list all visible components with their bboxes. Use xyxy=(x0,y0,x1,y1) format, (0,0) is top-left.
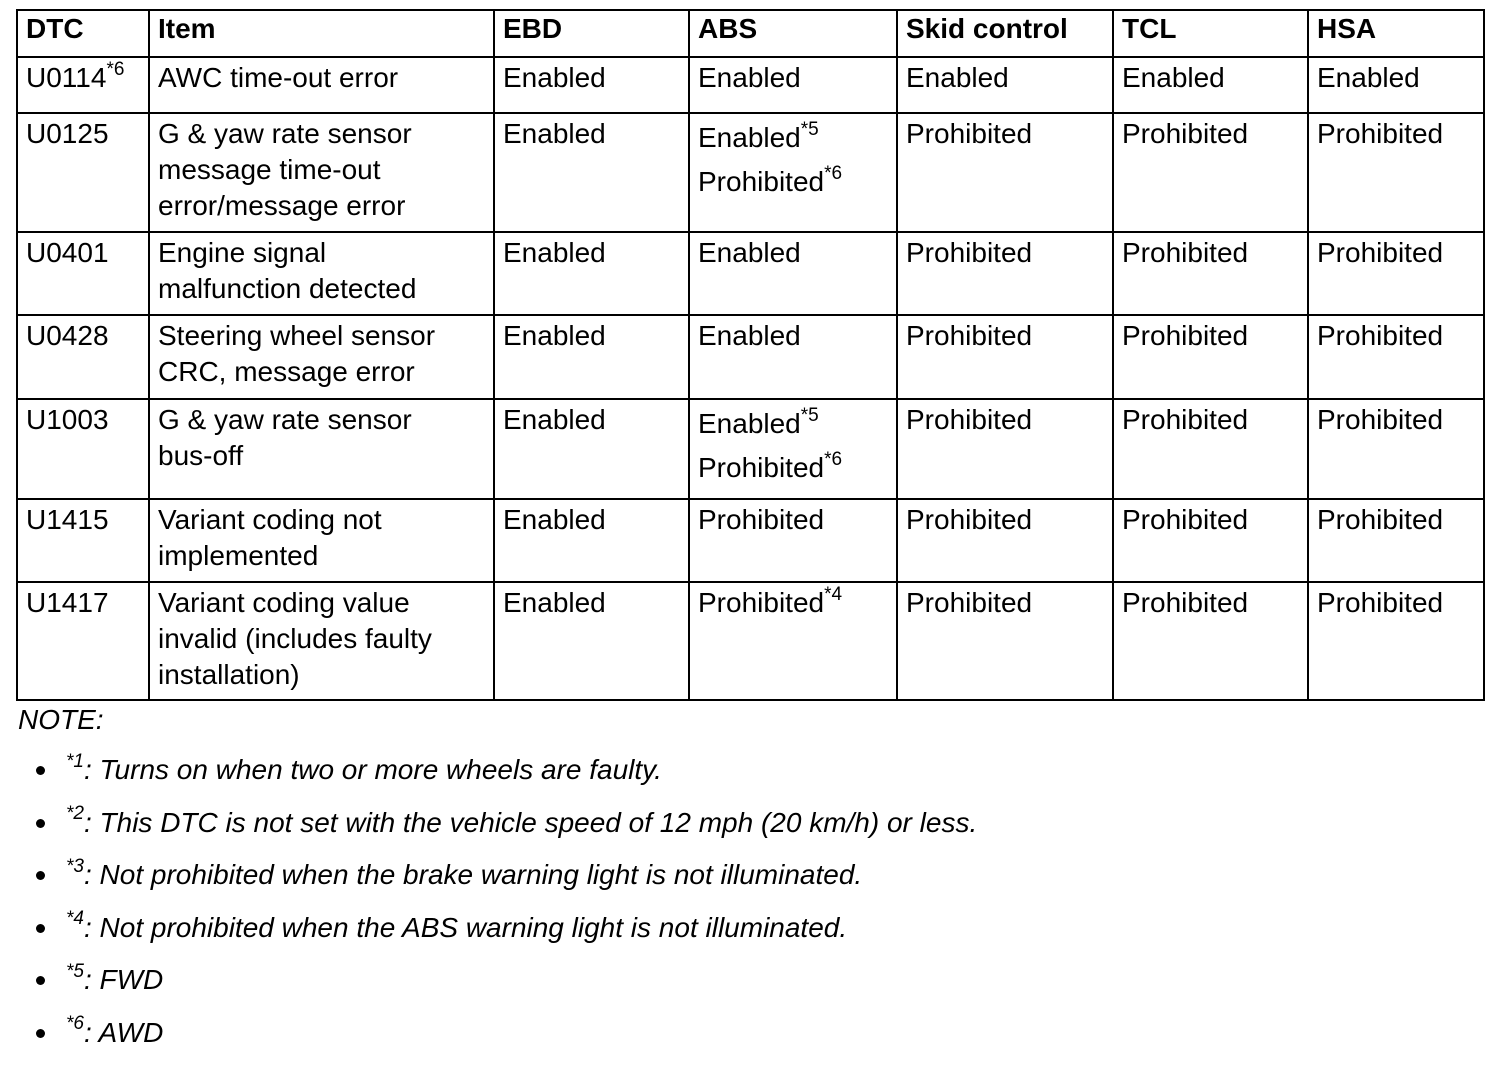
footnote-marker: *5 xyxy=(66,961,84,982)
cell-dtc xyxy=(17,315,149,399)
cell-hsa: Prohibited xyxy=(1308,113,1484,232)
cell-skid-control: Prohibited xyxy=(897,232,1113,315)
item-text-line: Engine signal xyxy=(158,235,487,271)
footnote-marker: *4 xyxy=(824,584,842,605)
item-text-line: G & yaw rate sensor xyxy=(158,402,487,438)
bullet-icon xyxy=(36,766,45,775)
dtc-code: U0401 xyxy=(26,237,109,268)
dtc-table xyxy=(16,9,1485,701)
bullet-icon xyxy=(36,976,45,985)
footnote-marker: *5 xyxy=(801,405,819,426)
item-text-line: error/message error xyxy=(158,188,487,224)
abs-status-line xyxy=(698,164,890,200)
cell-item xyxy=(149,499,494,582)
abs-status-line xyxy=(698,235,890,271)
abs-status-line xyxy=(698,318,890,354)
item-text-line: message time-out xyxy=(158,152,487,188)
abs-status: Prohibited xyxy=(698,452,824,483)
abs-status-line xyxy=(698,450,890,486)
cell-skid-control: Enabled xyxy=(897,57,1113,113)
note-item xyxy=(18,910,977,963)
cell-item xyxy=(149,57,494,113)
note-item xyxy=(18,805,977,858)
item-text-line: Variant coding not xyxy=(158,502,487,538)
cell-ebd: Enabled xyxy=(494,315,689,399)
table-row xyxy=(17,57,1484,113)
note-item xyxy=(18,752,977,805)
cell-tcl: Prohibited xyxy=(1113,499,1308,582)
footnote-marker: *4 xyxy=(66,908,84,929)
cell-hsa: Prohibited xyxy=(1308,499,1484,582)
note-text: : Not prohibited when the ABS warning light is not illuminated. xyxy=(84,912,847,943)
table-row xyxy=(17,582,1484,700)
cell-item xyxy=(149,399,494,499)
cell-tcl: Prohibited xyxy=(1113,113,1308,232)
header-item: Item xyxy=(149,10,494,57)
note-item xyxy=(18,857,977,910)
footnote-marker: *2 xyxy=(66,803,84,824)
abs-status-line xyxy=(698,120,890,156)
bullet-icon xyxy=(36,871,45,880)
cell-abs xyxy=(689,582,897,700)
cell-hsa: Prohibited xyxy=(1308,232,1484,315)
item-text-line: bus-off xyxy=(158,438,487,474)
cell-dtc xyxy=(17,57,149,113)
cell-dtc xyxy=(17,499,149,582)
note-title: NOTE: xyxy=(18,702,104,738)
cell-hsa: Prohibited xyxy=(1308,315,1484,399)
cell-hsa: Prohibited xyxy=(1308,582,1484,700)
header-abs: ABS xyxy=(689,10,897,57)
cell-tcl: Prohibited xyxy=(1113,582,1308,700)
abs-status: Prohibited xyxy=(698,587,824,618)
footnote-marker: *6 xyxy=(66,1013,84,1034)
footnote-marker: *5 xyxy=(801,119,819,140)
cell-item xyxy=(149,582,494,700)
abs-status: Enabled xyxy=(698,62,801,93)
table-body xyxy=(17,57,1484,700)
cell-ebd: Enabled xyxy=(494,582,689,700)
cell-abs xyxy=(689,315,897,399)
dtc-code: U1417 xyxy=(26,587,109,618)
footnote-marker: *6 xyxy=(824,449,842,470)
abs-status: Enabled xyxy=(698,122,801,153)
header-hsa: HSA xyxy=(1308,10,1484,57)
cell-item xyxy=(149,315,494,399)
cell-dtc xyxy=(17,232,149,315)
table-row xyxy=(17,315,1484,399)
cell-ebd: Enabled xyxy=(494,113,689,232)
cell-abs xyxy=(689,232,897,315)
cell-tcl: Prohibited xyxy=(1113,315,1308,399)
item-text-line: malfunction detected xyxy=(158,271,487,307)
cell-skid-control: Prohibited xyxy=(897,113,1113,232)
footnote-marker: *3 xyxy=(66,856,84,877)
item-text-line: Variant coding value xyxy=(158,585,487,621)
footnote-marker: *1 xyxy=(66,751,84,772)
note-text: : FWD xyxy=(84,964,163,995)
table-row xyxy=(17,232,1484,315)
cell-skid-control: Prohibited xyxy=(897,399,1113,499)
abs-status: Enabled xyxy=(698,320,801,351)
cell-abs xyxy=(689,399,897,499)
item-text-line: G & yaw rate sensor xyxy=(158,116,487,152)
header-ebd: EBD xyxy=(494,10,689,57)
cell-ebd: Enabled xyxy=(494,57,689,113)
abs-status-line xyxy=(698,502,890,538)
cell-hsa: Prohibited xyxy=(1308,399,1484,499)
cell-tcl: Prohibited xyxy=(1113,399,1308,499)
abs-status: Enabled xyxy=(698,237,801,268)
abs-status-line xyxy=(698,406,890,442)
bullet-icon xyxy=(36,1029,45,1038)
item-text-line: Steering wheel sensor xyxy=(158,318,487,354)
note-item xyxy=(18,962,977,1015)
abs-status: Prohibited xyxy=(698,166,824,197)
item-text-line: CRC, message error xyxy=(158,354,487,390)
cell-tcl: Enabled xyxy=(1113,57,1308,113)
cell-item xyxy=(149,232,494,315)
note-text: : This DTC is not set with the vehicle speed of 12 mph (20 km/h) or less. xyxy=(84,807,977,838)
bullet-icon xyxy=(36,819,45,828)
note-text: : Turns on when two or more wheels are faulty. xyxy=(84,754,662,785)
abs-status-line xyxy=(698,60,890,96)
item-text-line: AWC time-out error xyxy=(158,60,487,96)
footnote-marker: *6 xyxy=(106,59,124,80)
item-text-line: implemented xyxy=(158,538,487,574)
dtc-code: U0125 xyxy=(26,118,109,149)
table-header-row xyxy=(17,10,1484,57)
table-row xyxy=(17,499,1484,582)
cell-dtc xyxy=(17,399,149,499)
dtc-code: U1003 xyxy=(26,404,109,435)
cell-dtc xyxy=(17,113,149,232)
notes-list xyxy=(18,752,977,1067)
header-skid-control: Skid control xyxy=(897,10,1113,57)
abs-status: Enabled xyxy=(698,408,801,439)
note-text: : Not prohibited when the brake warning light is not illuminated. xyxy=(84,859,862,890)
cell-hsa: Enabled xyxy=(1308,57,1484,113)
dtc-code: U0114 xyxy=(26,62,106,93)
header-tcl: TCL xyxy=(1113,10,1308,57)
dtc-code: U1415 xyxy=(26,504,109,535)
cell-abs xyxy=(689,57,897,113)
cell-skid-control: Prohibited xyxy=(897,499,1113,582)
table-row xyxy=(17,399,1484,499)
cell-ebd: Enabled xyxy=(494,232,689,315)
note-item xyxy=(18,1015,977,1067)
cell-ebd: Enabled xyxy=(494,499,689,582)
cell-item xyxy=(149,113,494,232)
cell-skid-control: Prohibited xyxy=(897,315,1113,399)
cell-tcl: Prohibited xyxy=(1113,232,1308,315)
footnote-marker: *6 xyxy=(824,163,842,184)
abs-status: Prohibited xyxy=(698,504,824,535)
bullet-icon xyxy=(36,924,45,933)
header-dtc: DTC xyxy=(17,10,149,57)
abs-status-line xyxy=(698,585,890,621)
cell-abs xyxy=(689,113,897,232)
cell-abs xyxy=(689,499,897,582)
cell-skid-control: Prohibited xyxy=(897,582,1113,700)
item-text-line: installation) xyxy=(158,657,487,693)
cell-ebd: Enabled xyxy=(494,399,689,499)
dtc-code: U0428 xyxy=(26,320,109,351)
note-text: : AWD xyxy=(84,1017,163,1048)
item-text-line: invalid (includes faulty xyxy=(158,621,487,657)
cell-dtc xyxy=(17,582,149,700)
table-row xyxy=(17,113,1484,232)
